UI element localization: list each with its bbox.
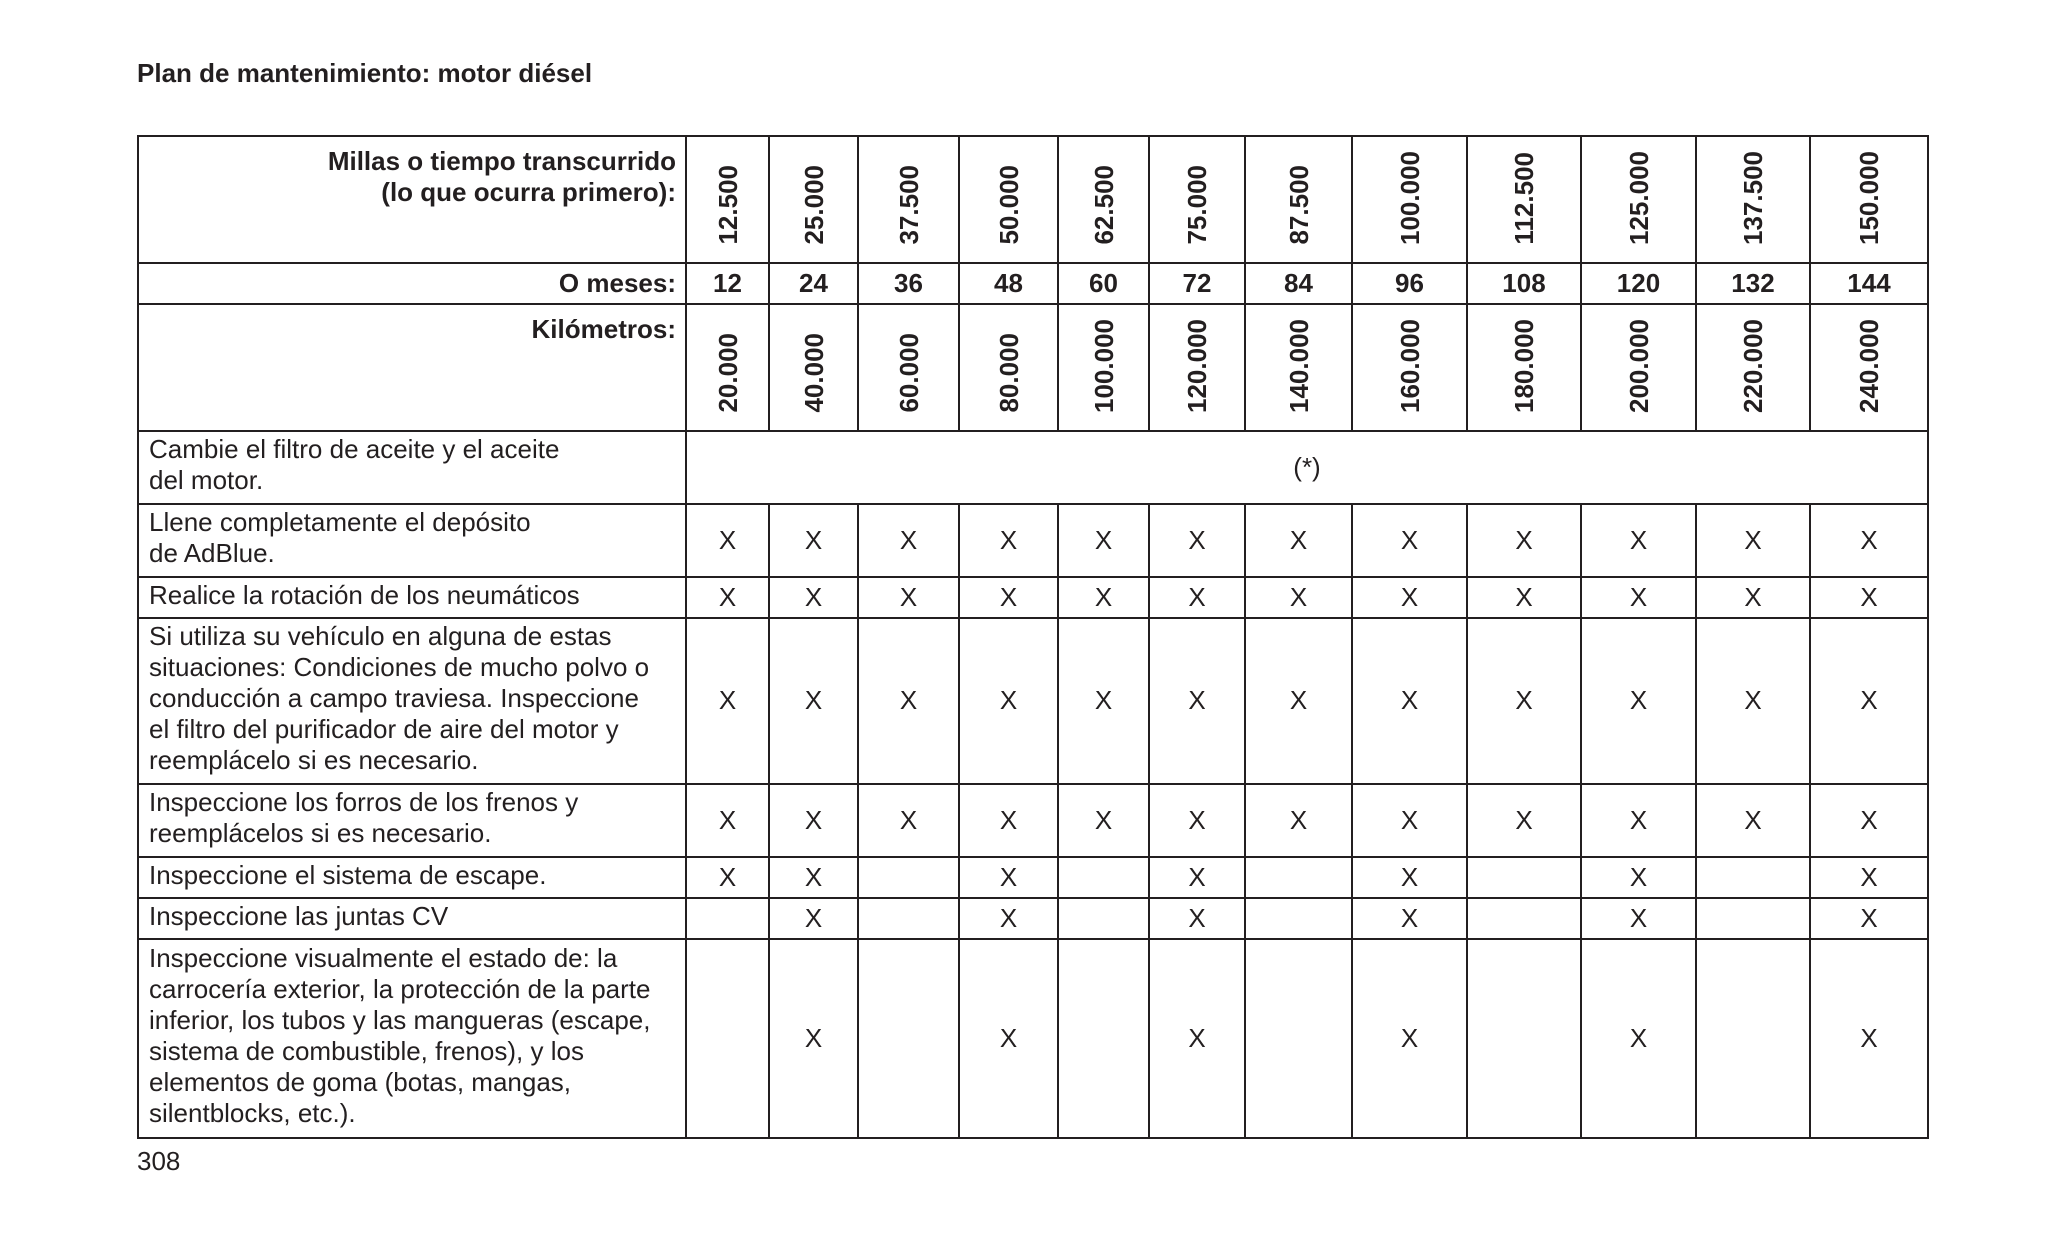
interval-mark-cell — [1467, 898, 1581, 939]
task-description-line: Inspeccione las juntas CV — [149, 900, 449, 931]
task-description-line: el filtro del purificador de aire del motor y — [149, 714, 619, 745]
interval-mark-cell: X — [1149, 898, 1245, 939]
task-description-line: elementos de goma (botas, mangas, — [149, 1067, 572, 1098]
task-row — [138, 618, 1928, 784]
task-description-line: Llene completamente el depósito — [149, 507, 531, 538]
months-interval-cell: 24 — [769, 263, 858, 304]
miles-interval-cell — [959, 136, 1058, 263]
interval-mark-cell: X — [1352, 504, 1467, 577]
task-description-line: carrocería exterior, la protección de la parte — [149, 974, 651, 1005]
interval-mark-cell: X — [1581, 784, 1696, 857]
task-description — [138, 504, 686, 577]
interval-mark-cell: X — [1245, 504, 1352, 577]
interval-mark-cell — [1245, 857, 1352, 898]
task-description — [138, 618, 686, 784]
miles-interval-value: 37.500 — [893, 165, 924, 245]
miles-label-line: (lo que ocurra primero): — [381, 177, 676, 207]
interval-mark-cell: X — [1581, 618, 1696, 784]
interval-mark-cell: X — [1058, 784, 1149, 857]
interval-mark-cell — [1245, 898, 1352, 939]
interval-mark-cell: X — [1149, 618, 1245, 784]
interval-mark-cell: X — [959, 504, 1058, 577]
interval-mark-cell: X — [1810, 898, 1928, 939]
months-interval-cell: 84 — [1245, 263, 1352, 304]
months-header-label: O meses: — [138, 263, 686, 304]
interval-mark-cell: X — [1581, 898, 1696, 939]
task-description-line: Inspeccione los forros de los frenos y — [149, 787, 579, 818]
interval-mark-cell: X — [1810, 939, 1928, 1138]
interval-mark-cell: X — [686, 857, 769, 898]
miles-interval-cell — [1245, 136, 1352, 263]
km-interval-value: 200.000 — [1623, 318, 1654, 413]
interval-mark-cell: X — [769, 857, 858, 898]
interval-mark-cell: X — [858, 618, 959, 784]
interval-mark-cell: X — [1352, 857, 1467, 898]
interval-mark-cell — [686, 939, 769, 1138]
task-row — [138, 857, 1928, 898]
task-description-line: reemplácelos si es necesario. — [149, 818, 492, 849]
km-interval-value: 220.000 — [1738, 318, 1768, 413]
interval-mark-cell: X — [959, 857, 1058, 898]
task-description-line: de AdBlue. — [149, 538, 275, 569]
interval-mark-cell: X — [1696, 504, 1810, 577]
interval-mark-cell: X — [769, 504, 858, 577]
km-interval-cell — [769, 304, 858, 431]
km-interval-cell — [1149, 304, 1245, 431]
interval-mark-cell — [1696, 857, 1810, 898]
interval-mark-cell — [1058, 898, 1149, 939]
months-interval-cell: 96 — [1352, 263, 1467, 304]
km-interval-cell — [1245, 304, 1352, 431]
interval-mark-cell: X — [1149, 504, 1245, 577]
interval-mark-cell: X — [1696, 784, 1810, 857]
task-description — [138, 577, 686, 618]
interval-mark-cell: X — [1245, 618, 1352, 784]
miles-interval-cell — [1810, 136, 1928, 263]
miles-interval-cell — [1352, 136, 1467, 263]
interval-mark-cell: X — [959, 618, 1058, 784]
km-interval-cell — [858, 304, 959, 431]
interval-mark-cell: X — [769, 898, 858, 939]
months-interval-cell: 120 — [1581, 263, 1696, 304]
months-interval-cell: 108 — [1467, 263, 1581, 304]
interval-mark-cell: X — [1058, 577, 1149, 618]
months-interval-cell: 48 — [959, 263, 1058, 304]
miles-interval-value: 125.000 — [1623, 151, 1654, 245]
interval-mark-cell: X — [1058, 618, 1149, 784]
interval-mark-cell: X — [1352, 939, 1467, 1138]
interval-mark-cell: X — [1467, 577, 1581, 618]
task-description-line: reemplácelo si es necesario. — [149, 745, 479, 776]
interval-mark-cell: X — [858, 784, 959, 857]
interval-mark-cell: X — [1581, 504, 1696, 577]
interval-mark-cell — [1696, 898, 1810, 939]
interval-mark-cell: X — [959, 898, 1058, 939]
interval-mark-cell: X — [1810, 618, 1928, 784]
miles-interval-value: 62.500 — [1088, 165, 1119, 245]
km-interval-cell — [1352, 304, 1467, 431]
interval-mark-cell — [1058, 857, 1149, 898]
km-interval-value: 80.000 — [993, 333, 1024, 413]
miles-label-line: Millas o tiempo transcurrido — [327, 146, 676, 176]
task-description-line: silentblocks, etc.). — [149, 1098, 356, 1129]
months-interval-cell: 60 — [1058, 263, 1149, 304]
miles-interval-cell — [1058, 136, 1149, 263]
miles-interval-cell — [1149, 136, 1245, 263]
interval-mark-cell — [1245, 939, 1352, 1138]
page-number: 308 — [137, 1146, 181, 1176]
miles-interval-value: 87.500 — [1283, 165, 1314, 245]
km-interval-cell — [1696, 304, 1810, 431]
miles-interval-value: 137.500 — [1738, 151, 1768, 245]
km-interval-cell — [1581, 304, 1696, 431]
km-interval-value: 240.000 — [1854, 318, 1884, 413]
task-description-line: Inspeccione visualmente el estado de: la — [149, 943, 618, 974]
miles-interval-value: 100.000 — [1394, 151, 1425, 245]
interval-mark-cell: X — [1810, 784, 1928, 857]
miles-interval-value: 150.000 — [1854, 151, 1884, 245]
task-description — [138, 939, 686, 1138]
span-note-cell: (*) — [686, 431, 1928, 504]
interval-mark-cell: X — [1467, 784, 1581, 857]
interval-mark-cell — [858, 939, 959, 1138]
miles-interval-cell — [1467, 136, 1581, 263]
km-interval-cell — [1467, 304, 1581, 431]
interval-mark-cell — [1467, 857, 1581, 898]
interval-mark-cell: X — [686, 504, 769, 577]
interval-mark-cell: X — [769, 784, 858, 857]
task-description — [138, 857, 686, 898]
miles-interval-value: 75.000 — [1182, 165, 1212, 245]
interval-mark-cell — [858, 857, 959, 898]
task-description — [138, 898, 686, 939]
task-row — [138, 898, 1928, 939]
interval-mark-cell: X — [1810, 577, 1928, 618]
km-interval-value: 60.000 — [893, 333, 924, 413]
interval-mark-cell: X — [1058, 504, 1149, 577]
interval-mark-cell: X — [1810, 504, 1928, 577]
km-interval-value: 20.000 — [712, 333, 743, 413]
interval-mark-cell: X — [1245, 784, 1352, 857]
interval-mark-cell: X — [1696, 577, 1810, 618]
interval-mark-cell — [1467, 939, 1581, 1138]
interval-mark-cell: X — [959, 939, 1058, 1138]
interval-mark-cell — [858, 898, 959, 939]
interval-mark-cell: X — [1581, 857, 1696, 898]
task-description-line: Realice la rotación de los neumáticos — [149, 579, 580, 610]
task-description — [138, 784, 686, 857]
miles-header-label — [138, 136, 686, 263]
months-interval-cell: 144 — [1810, 263, 1928, 304]
task-description-line: inferior, los tubos y las mangueras (escape, — [149, 1005, 651, 1036]
interval-mark-cell: X — [1352, 898, 1467, 939]
interval-mark-cell: X — [1352, 577, 1467, 618]
task-row — [138, 939, 1928, 1138]
interval-mark-cell: X — [1581, 577, 1696, 618]
interval-mark-cell: X — [858, 577, 959, 618]
task-description-line: Cambie el filtro de aceite y el aceite — [149, 434, 560, 465]
km-interval-value: 140.000 — [1283, 318, 1314, 413]
months-interval-cell: 36 — [858, 263, 959, 304]
months-interval-cell: 12 — [686, 263, 769, 304]
task-description-line: situaciones: Condiciones de mucho polvo o — [149, 652, 650, 683]
km-interval-value: 120.000 — [1182, 318, 1212, 413]
interval-mark-cell: X — [1352, 784, 1467, 857]
task-description-line: conducción a campo traviesa. Inspeccione — [149, 683, 639, 714]
task-row — [138, 431, 1928, 504]
km-interval-value: 180.000 — [1509, 318, 1539, 413]
miles-interval-cell — [1581, 136, 1696, 263]
maintenance-schedule-table — [137, 135, 1929, 1139]
interval-mark-cell — [1058, 939, 1149, 1138]
interval-mark-cell: X — [1810, 857, 1928, 898]
interval-mark-cell: X — [1245, 577, 1352, 618]
interval-mark-cell: X — [959, 784, 1058, 857]
task-row — [138, 504, 1928, 577]
months-interval-cell: 72 — [1149, 263, 1245, 304]
task-description-line: Inspeccione el sistema de escape. — [149, 859, 547, 890]
task-description — [138, 431, 686, 504]
interval-mark-cell — [1696, 939, 1810, 1138]
miles-header-row — [138, 136, 1928, 263]
miles-interval-cell — [1696, 136, 1810, 263]
interval-mark-cell — [686, 898, 769, 939]
task-description-line: del motor. — [149, 465, 264, 496]
km-interval-cell — [1810, 304, 1928, 431]
interval-mark-cell: X — [1467, 618, 1581, 784]
km-interval-value: 100.000 — [1088, 318, 1119, 413]
km-interval-value: 160.000 — [1394, 318, 1425, 413]
task-row — [138, 577, 1928, 618]
miles-interval-value: 25.000 — [798, 165, 829, 245]
km-interval-cell — [686, 304, 769, 431]
page-title: Plan de mantenimiento: motor diésel — [137, 58, 593, 88]
km-interval-value: 40.000 — [798, 333, 829, 413]
interval-mark-cell: X — [1581, 939, 1696, 1138]
km-header-label: Kilómetros: — [138, 304, 686, 431]
interval-mark-cell: X — [1696, 618, 1810, 784]
interval-mark-cell: X — [686, 618, 769, 784]
interval-mark-cell: X — [858, 504, 959, 577]
months-interval-cell: 132 — [1696, 263, 1810, 304]
miles-interval-cell — [858, 136, 959, 263]
interval-mark-cell: X — [686, 577, 769, 618]
km-interval-cell — [1058, 304, 1149, 431]
task-row — [138, 784, 1928, 857]
interval-mark-cell: X — [1352, 618, 1467, 784]
interval-mark-cell: X — [686, 784, 769, 857]
interval-mark-cell: X — [769, 939, 858, 1138]
task-description-line: Si utiliza su vehículo en alguna de estas — [149, 621, 612, 652]
km-interval-cell — [959, 304, 1058, 431]
interval-mark-cell: X — [1149, 857, 1245, 898]
interval-mark-cell: X — [1467, 504, 1581, 577]
miles-interval-value: 12.500 — [712, 165, 743, 245]
task-description-line: sistema de combustible, frenos), y los — [149, 1036, 584, 1067]
miles-interval-value: 112.500 — [1509, 152, 1539, 245]
miles-interval-cell — [686, 136, 769, 263]
miles-interval-value: 50.000 — [993, 165, 1024, 245]
interval-mark-cell: X — [1149, 939, 1245, 1138]
miles-interval-cell — [769, 136, 858, 263]
interval-mark-cell: X — [1149, 784, 1245, 857]
km-header-row — [138, 304, 1928, 431]
months-header-row — [138, 263, 1928, 304]
interval-mark-cell: X — [959, 577, 1058, 618]
interval-mark-cell: X — [769, 618, 858, 784]
interval-mark-cell: X — [769, 577, 858, 618]
interval-mark-cell: X — [1149, 577, 1245, 618]
